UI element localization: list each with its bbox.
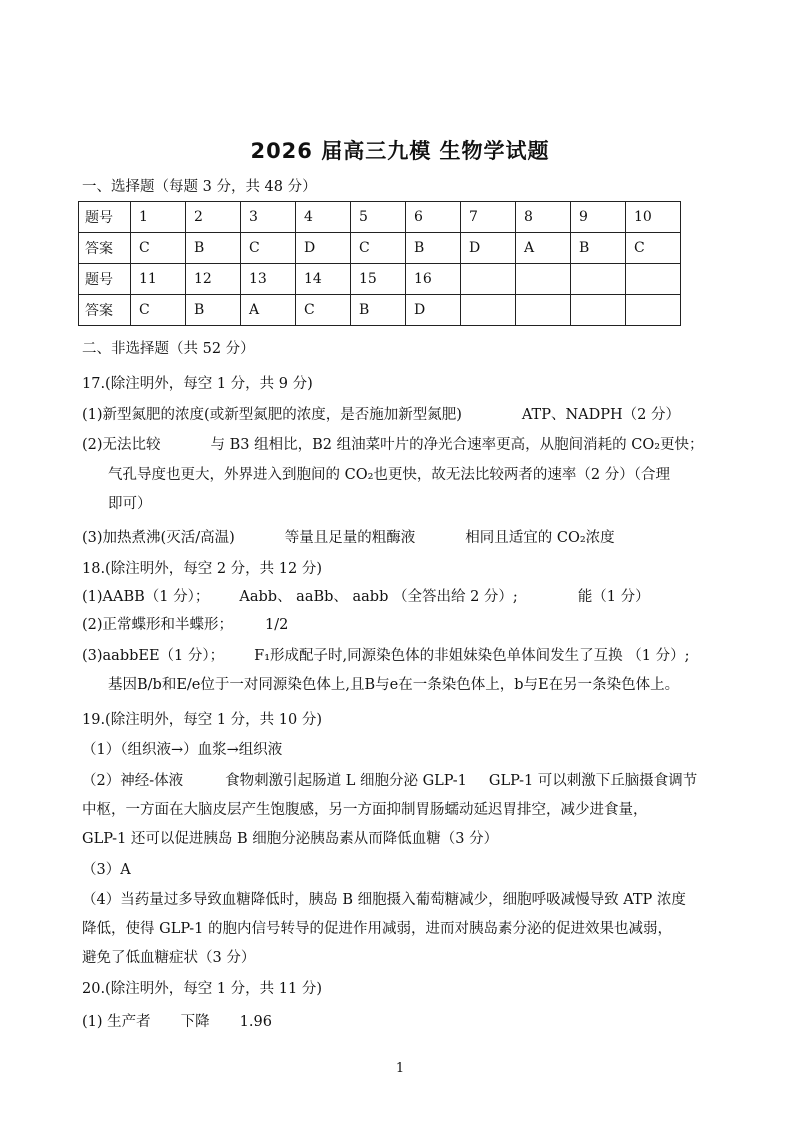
- table-cell: 13: [241, 264, 296, 295]
- table-cell: 12: [186, 264, 241, 295]
- q17-1-part-b: ATP、NADPH（2 分）: [521, 407, 680, 423]
- table-cell: 8: [516, 202, 571, 233]
- q18-answer-3-cont: 基因B/b和E/e位于一对同源染色体上,且B与e在一条染色体上，b与E在另一条染色体上。: [108, 677, 680, 693]
- table-cell: D: [461, 233, 516, 264]
- table-cell: 11: [131, 264, 186, 295]
- section-choice-heading: 一、选择题（每题 3 分，共 48 分）: [82, 179, 317, 195]
- table-cell: A: [241, 295, 296, 326]
- table-cell: 4: [296, 202, 351, 233]
- page-number: 1: [395, 1061, 405, 1076]
- q19-answer-3: （3）A: [82, 862, 131, 878]
- q20-1-part-b: 下降: [180, 1014, 210, 1030]
- section-nonchoice-heading: 二、非选择题（共 52 分）: [82, 341, 255, 357]
- q17-2-part-a: (2)无法比较: [82, 437, 161, 453]
- table-cell: [461, 264, 516, 295]
- q19-answer-1: （1）（组织液→）血浆→组织液: [82, 742, 283, 758]
- q19-2-part-b: 食物刺激引起肠道 L 细胞分泌 GLP-1: [225, 773, 467, 789]
- table-cell: B: [571, 233, 626, 264]
- q18-heading: 18.(除注明外，每空 2 分，共 12 分): [82, 561, 322, 577]
- table-row: [79, 295, 681, 326]
- table-cell: 15: [351, 264, 406, 295]
- choice-answer-table: [78, 201, 681, 326]
- table-cell: 5: [351, 202, 406, 233]
- q18-1-part-b: Aabb、 aaBb、 aabb （全答出给 2 分）;: [239, 589, 518, 605]
- q20-1-part-a: (1) 生产者: [82, 1014, 151, 1030]
- q20-answer-1: [82, 1012, 272, 1032]
- table-cell: D: [296, 233, 351, 264]
- q19-answer-4-cont2: 避免了低血糖症状（3 分）: [82, 950, 256, 966]
- q19-answer-4-cont: 降低，使得 GLP-1 的胞内信号转导的促进作用减弱，进而对胰岛素分泌的促进效果也减弱，: [82, 921, 673, 937]
- table-cell: 2: [186, 202, 241, 233]
- q17-3-part-a: (3)加热煮沸(灭活/高温): [82, 530, 235, 546]
- q20-heading: 20.(除注明外，每空 1 分，共 11 分): [82, 981, 322, 997]
- q18-1-part-c: 能（1 分）: [577, 589, 650, 605]
- table-cell: [571, 295, 626, 326]
- q18-answer-3: [82, 646, 689, 666]
- table-cell: 16: [406, 264, 461, 295]
- table-cell: C: [626, 233, 681, 264]
- table-cell: 6: [406, 202, 461, 233]
- q19-2-part-a: （2）神经-体液: [82, 773, 184, 789]
- q19-answer-2-cont2: GLP-1 还可以促进胰岛 B 细胞分泌胰岛素从而降低血糖（3 分）: [82, 831, 499, 847]
- question-number-header: 题号: [79, 202, 131, 233]
- table-cell: B: [351, 295, 406, 326]
- table-cell: [516, 264, 571, 295]
- q20-1-part-c: 1.96: [239, 1014, 272, 1030]
- q17-1-part-a: (1)新型氮肥的浓度(或新型氮肥的浓度，是否施加新型氮肥): [82, 407, 462, 423]
- table-cell: C: [241, 233, 296, 264]
- table-cell: A: [516, 233, 571, 264]
- q17-2-part-b: 与 B3 组相比，B2 组油菜叶片的净光合速率更高，从胞间消耗的 CO₂更快；: [210, 437, 704, 453]
- q17-answer-1: [82, 405, 680, 425]
- table-cell: [461, 295, 516, 326]
- page-title: 2026 届高三九模 生物学试题: [250, 139, 550, 163]
- q17-answer-2-cont: 气孔导度也更大，外界进入到胞间的 CO₂也更快，故无法比较两者的速率（2 分）（合理: [108, 467, 670, 483]
- q18-2-part-a: (2)正常蝶形和半蝶形；: [82, 617, 234, 633]
- table-cell: [626, 264, 681, 295]
- q19-answer-4: （4）当药量过多导致血糖降低时，胰岛 B 细胞摄入葡萄糖减少，细胞呼吸减慢导致 ATP 浓度: [82, 892, 686, 908]
- answer-header: 答案: [79, 233, 131, 264]
- q18-2-part-b: 1/2: [265, 617, 289, 633]
- table-cell: 1: [131, 202, 186, 233]
- table-cell: B: [186, 233, 241, 264]
- answer-header: 答案: [79, 295, 131, 326]
- q19-2-part-c: GLP-1 可以刺激下丘脑摄食调节: [488, 773, 698, 789]
- q18-3-part-a: (3)aabbEE（1 分）；: [82, 648, 225, 664]
- table-cell: D: [406, 295, 461, 326]
- table-cell: 7: [461, 202, 516, 233]
- table-cell: B: [186, 295, 241, 326]
- table-cell: C: [131, 233, 186, 264]
- table-row: [79, 264, 681, 295]
- q18-answer-1: [82, 587, 650, 607]
- q17-answer-2-cont2: 即可）: [108, 496, 152, 512]
- table-cell: [571, 264, 626, 295]
- table-cell: C: [131, 295, 186, 326]
- q18-1-part-a: (1)AABB（1 分）；: [82, 589, 210, 605]
- table-cell: 14: [296, 264, 351, 295]
- table-row: [79, 202, 681, 233]
- table-cell: 9: [571, 202, 626, 233]
- table-cell: 3: [241, 202, 296, 233]
- q18-3-part-b: F₁形成配子时,同源染色体的非姐妹染色单体间发生了互换 （1 分）;: [254, 648, 690, 664]
- q17-answer-2: [82, 435, 704, 455]
- q19-answer-2: [82, 771, 697, 791]
- table-cell: C: [351, 233, 406, 264]
- question-number-header: 题号: [79, 264, 131, 295]
- q19-answer-2-cont: 中枢，一方面在大脑皮层产生饱腹感，另一方面抑制胃肠蠕动延迟胃排空，减少进食量，: [82, 802, 648, 818]
- q18-answer-2: [82, 615, 288, 635]
- table-cell: 10: [626, 202, 681, 233]
- q19-heading: 19.(除注明外，每空 1 分，共 10 分): [82, 712, 322, 728]
- q17-heading: 17.(除注明外，每空 1 分，共 9 分): [82, 376, 313, 392]
- table-row: [79, 233, 681, 264]
- table-cell: B: [406, 233, 461, 264]
- q17-3-part-c: 相同且适宜的 CO₂浓度: [465, 530, 615, 546]
- q17-3-part-b: 等量且足量的粗酶液: [284, 530, 416, 546]
- q17-answer-3: [82, 528, 615, 548]
- table-cell: [516, 295, 571, 326]
- table-cell: [626, 295, 681, 326]
- table-cell: C: [296, 295, 351, 326]
